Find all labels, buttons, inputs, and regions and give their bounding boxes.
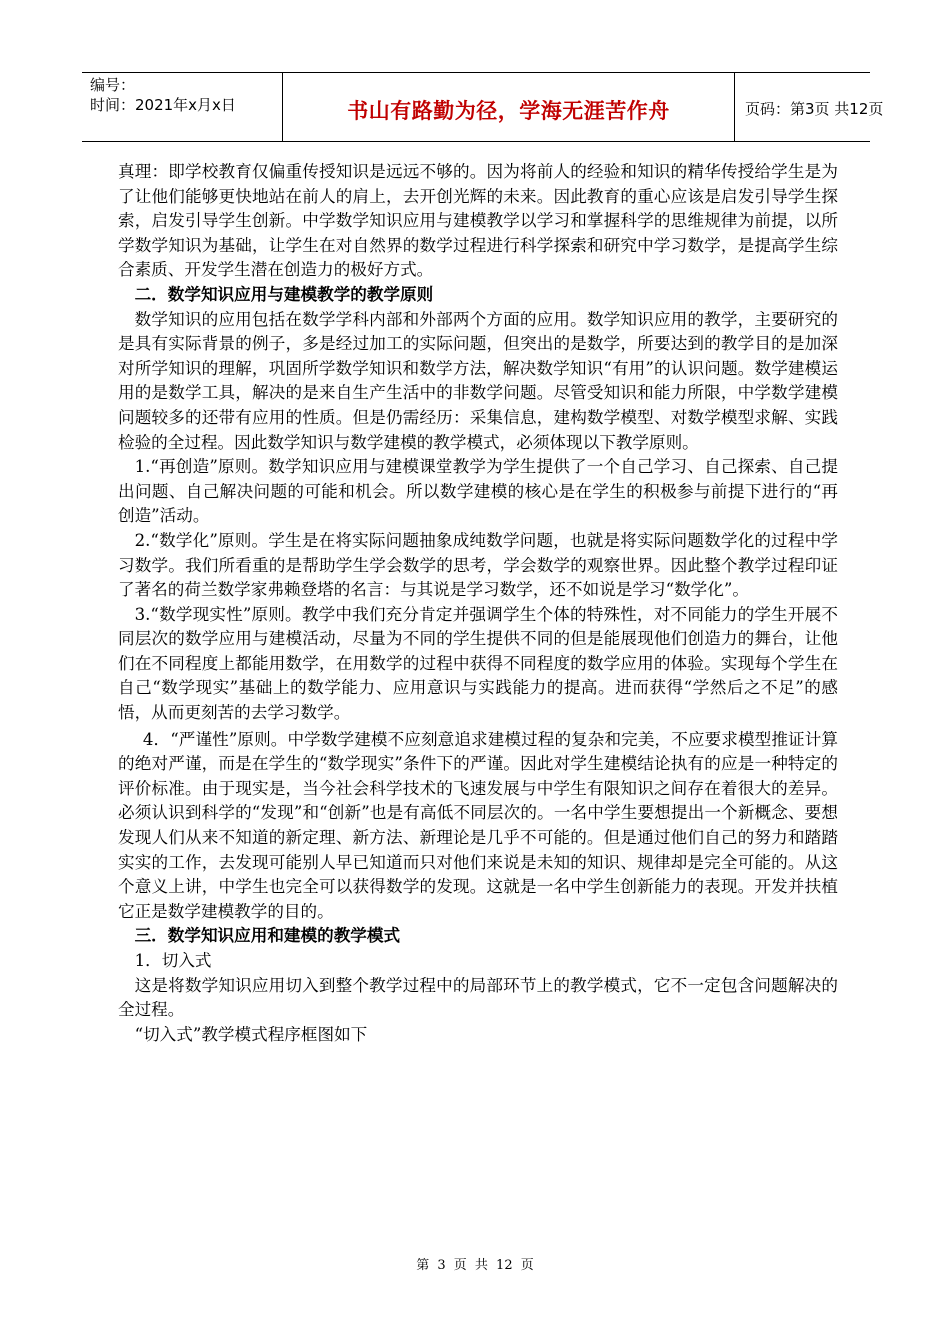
paragraph: 数学知识的应用包括在数学学科内部和外部两个方面的应用。数学知识应用的教学，主要研究的是具有实际背景的例子，多是经过加工的实际问题，但突出的是数学，所要达到的教学目的是加深对所学知识的理解，巩固所学数学知识和数学方法，解决数学知识“有用”的认识问题。数学建模运用的是数学工具，解决的是来自生产生活中的非数学问题。尽管受知识和能力所限，中学数学建模问题较多的还带有应用的性质。但是仍需经历：采集信息，建构数学模型、对数学模型求解、实践检验的全过程。因此数学知识与数学建模的教学模式，必须体现以下教学原则。	[118, 309, 838, 452]
principle-4-paragraph: 4．“严谨性”原则。中学数学建模不应刻意追求建模过程的复杂和完美，不应要求模型推证计算的绝对严谨，而是在学生的“数学现实”条件下的严谨。因此对学生建模结论执有的应是一种特定的评价标准。由于现实是，当今社会科学技术的飞速发展与中学生有限知识之间存在着很大的差异。必须认识到科学的“发现”和“创新”也是有高低不同层次的。一名中学生要想提出一个新概念、要想发现人们从来不知道的新定理、新方法、新理论是几乎不可能的。但是通过他们自己的努力和踏踏实实的工作，去发现可能别人早已知道而只对他们来说是未知的知识、规律却是完全可能的。从这个意义上讲，中学生也完全可以获得数学的发现。这就是一名中学生创新能力的表现。开发并扶植它正是数学建模教学的目的。	[118, 729, 838, 921]
principle-1-paragraph: 1.“再创造”原则。数学知识应用与建模课堂教学为学生提供了一个自己学习、自己探索、自己提出问题、自己解决问题的可能和机会。所以数学建模的核心是在学生的积极参与前提下进行的“再创造”活动。	[118, 457, 838, 526]
page-footer: 第 3 页 共 12 页	[416, 1258, 534, 1273]
document-number-label: 编号：	[90, 76, 136, 94]
paragraph: “切入式”教学模式程序框图如下	[134, 1024, 368, 1044]
header-info-cell	[82, 73, 283, 141]
header-page-number: 页码：第3页 共12页	[745, 100, 884, 118]
subsection-heading: 1．切入式	[134, 951, 212, 970]
paragraph-intro: 真理：即学校教育仅偏重传授知识是远远不够的。因为将前人的经验和知识的精华传授给学生是为了让他们能够更快地站在前人的肩上，去开创光辉的未来。因此教育的重心应该是启发引导学生探索，启发引导学生创新。中学数学知识应用与建模教学以学习和掌握科学的思维规律为前提，以所学数学知识为基础，让学生在对自然界的数学过程进行科学探索和研究中学习数学，是提高学生综合素质、开发学生潜在创造力的极好方式。	[118, 162, 838, 280]
section-heading-2: 二．数学知识应用与建模教学的教学原则	[134, 284, 434, 304]
principle-2-paragraph: 2.“数学化”原则。学生是在将实际问题抽象成纯数学问题，也就是将实际问题数学化的过程中学习数学。我们所看重的是帮助学生学会数学的思考，学会数学的观察世界。因此整个教学过程印证了著名的荷兰数学家弗赖登塔的名言：与其说是学习数学，还不如说是学习“数学化”。	[118, 530, 838, 600]
document-body	[118, 160, 838, 1047]
paragraph: 这是将数学知识应用切入到整个教学过程中的局部环节上的教学模式，它不一定包含问题解决的全过程。	[118, 975, 838, 1020]
header-table	[82, 72, 884, 142]
principle-3-paragraph: 3.“数学现实性”原则。教学中我们充分肯定并强调学生个体的特殊性，对不同能力的学生开展不同层次的数学应用与建模活动，尽量为不同的学生提供不同的但是能展现他们创造力的舞台，让他们在不同程度上都能用数学，在用数学的过程中获得不同程度的数学应用的体验。实现每个学生在自己“数学现实”基础上的数学能力、应用意识与实践能力的提高。进而获得“学然后之不足”的感悟，从而更刻苦的去学习数学。	[118, 604, 838, 723]
section-heading-3: 三．数学知识应用和建模的教学模式	[134, 926, 401, 946]
document-date-label: 时间：2021年x月x日	[90, 96, 236, 114]
header-page-cell	[735, 73, 884, 141]
header-motto-cell	[283, 73, 735, 141]
header-motto: 书山有路勤为径，学海无涯苦作舟	[347, 99, 670, 123]
